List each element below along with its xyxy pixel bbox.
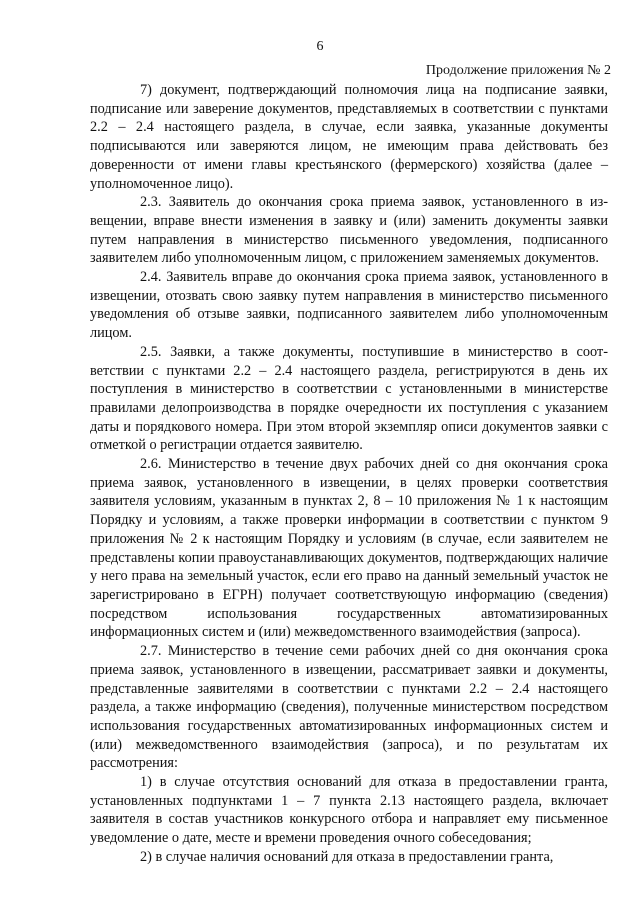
paragraph-2-7: 2.7. Министерство в течение семи рабочих дней со дня окончания срока приема заявок, установленного в извещении, рассматривает заявки и документы, представленные заявителями в соответствии с пунктами 2.2 – 2.4 настоящего раздела, а также информацию (сведения), полученные министерством посредством использования государственных автоматизированных информационных систем и (или) межведомственного взаимодействия (запроса), и по результатам их рассмотрения: — [90, 643, 608, 772]
paragraph-2-4: 2.4. Заявитель вправе до окончания срока приема заявок, установленного в извещении, отозвать свою заявку путем направления в министерство письменного уведомления об отзыве заявки, подписанного заявителем либо уполномоченным лицом. — [90, 269, 608, 342]
paragraph-2-7-subitem-2: 2) в случае наличия оснований для отказа в предоставлении гранта, — [140, 848, 554, 865]
paragraph-2-5: 2.5. Заявки, а также документы, поступившие в министерство в соответствии с пунктами 2.2 – 2.4 настоящего раздела, регистрируются в день их поступления в министерство в соответствии с установленными в министерстве правилами делопроизводства в порядке очередности их поступления с указанием даты и порядкового номера. При этом второй экземпляр описи документов заявки с отметкой о регистрации отдается заявителю. — [90, 343, 608, 454]
document-body — [90, 81, 608, 867]
paragraph-item-7-authority-document: 7) документ, подтверждающий полномочия лица на подписание заявки, подписание или заверение документов, представляемых в соответствии с пунктами 2.2 – 2.4 настоящего раздела, в случае, если заявка, указанные документы подписываются или заверяются лицом, не имеющим права действовать без доверенности от имени главы крестьянского (фермерского) хозяйства (далее – уполномоченное лицо). — [90, 82, 608, 192]
page-number: 6 — [316, 39, 324, 54]
appendix-continuation-label: Продолжение приложения № 2 — [425, 63, 611, 78]
paragraph-2-3: 2.3. Заявитель до окончания срока приема заявок, установленного в извещении, вправе внести изменения в заявку и (или) заменить документы заявки путем направления в министерство письменного уведомления, подписанного заявителем либо уполномоченным лицом, с приложением заменяемых документов. — [90, 194, 608, 267]
paragraph-2-7-subitem-1: 1) в случае отсутствия оснований для отказа в предоставлении гранта, установленных подпунктами 1 – 7 пункта 2.13 настоящего раздела, включает заявителя в состав участников конкурсного отбора и направляет ему письменное уведомление о дате, месте и времени проведения очного собеседования; — [90, 774, 608, 847]
paragraph-2-6: 2.6. Министерство в течение двух рабочих дней со дня окончания срока приема заявок, установленного в извещении, в целях проверки соответствия заявителя условиям, указанным в пунктах 2, 8 – 10 приложения № 1 к настоящим Порядку и условиям, а также проверки информации в соответствии с пунктом 9 приложения № 2 к настоящим Порядку и условиям (в случае, если заявителем не представлены копии правоустанавливающих документов, подтверждающих наличие у него права на земельный участок, если его право на данный земельный участок не зарегистрировано в ЕГРН) получает соответствующую информацию (сведения) посредством использования государственных автоматизированных информационных систем и (или) межведомственного взаимодействия (запроса). — [90, 456, 608, 641]
